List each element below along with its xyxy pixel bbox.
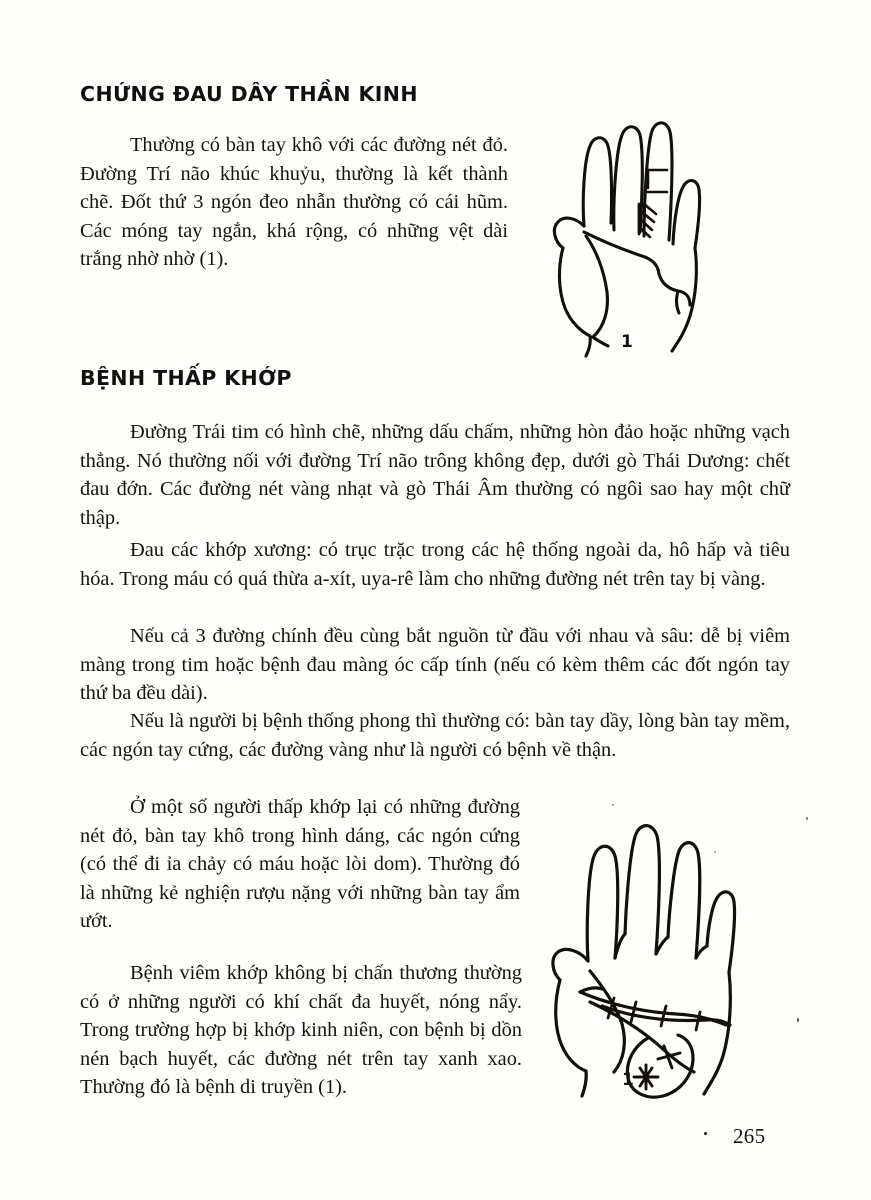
paragraph-gout: Nếu là người bị bệnh thống phong thì thường có: bàn tay dầy, lòng bàn tay mềm, các ngón tay cứng, các đường vàng như là người có bệnh về thận. bbox=[80, 710, 790, 761]
figure-caption-top: 1 bbox=[621, 332, 633, 352]
paragraph-heart-line: Đường Trái tim có hình chẽ, những dấu chấm, những hòn đảo hoặc những vạch thẳng. Nó thường nối với đường Trí não trông không đẹp, dưới gò Thái Dương: chết đau đớn. Các đường nét vàng nhạt và gò Thái Âm thường có ngôi sao hay một chữ thập. bbox=[80, 421, 790, 529]
scan-speck bbox=[806, 817, 808, 820]
palm-illustration-bottom-svg bbox=[530, 806, 780, 1106]
page-number: 265 bbox=[733, 1124, 766, 1148]
scan-speck bbox=[714, 851, 716, 853]
paragraph-joint-pain: Đau các khớp xương: có trục trặc trong các hệ thống ngoài da, hô hấp và tiêu hóa. Trong máu có quá thừa a-xít, uya-rê làm cho những đường nét trên tay bị vàng. bbox=[80, 539, 790, 590]
paragraph-three-lines: Nếu cả 3 đường chính đều cùng bắt nguồn từ đầu với nhau và sâu: dễ bị viêm màng trong tim hoặc bệnh đau màng óc cấp tính (nếu có kèm thêm các đốt ngón tay thứ ba đều dài). bbox=[80, 625, 790, 705]
scan-speck bbox=[797, 1018, 799, 1022]
scan-speck bbox=[612, 804, 614, 806]
paragraph-neuralgia-description: Thường có bàn tay khô với các đường nét đỏ. Đường Trí não khúc khuỷu, thường là kết thành chẽ. Đốt thứ 3 ngón đeo nhẫn thường có cái hũm. Các móng tay ngắn, khá rộng, có những vệt dài trắng nhờ nhờ (1). bbox=[80, 134, 508, 271]
paragraph-arthritis: Bệnh viêm khớp không bị chấn thương thường có ở những người có khí chất đa huyết, nóng nẩy. Trong trường hợp bị khớp kinh niên, con bệnh bị dồn nén bạch huyết, các đường nét trên tay xanh xao. Thường đó là bệnh di truyền (1). bbox=[80, 962, 522, 1099]
figure-caption-bottom: 1 bbox=[622, 1070, 634, 1090]
section-heading-neuralgia: CHỨNG ĐAU DÂY THẦN KINH bbox=[80, 82, 418, 106]
palm-diagram-neuralgia bbox=[538, 108, 758, 363]
scan-speck bbox=[704, 1132, 707, 1135]
palm-diagram-rheumatism bbox=[530, 806, 780, 1111]
palm-illustration-top-svg bbox=[538, 108, 758, 358]
section-heading-rheumatism: BỆNH THẤP KHỚP bbox=[80, 366, 292, 390]
paragraph-rheumatic-signs: Ở một số người thấp khớp lại có những đường nét đỏ, bàn tay khô trong hình dáng, các ngón cứng (có thể đi ỉa chảy có máu hoặc lòi dom). Thường đó là những kẻ nghiện rượu nặng với những bàn tay ẩm ướt. bbox=[80, 796, 520, 933]
